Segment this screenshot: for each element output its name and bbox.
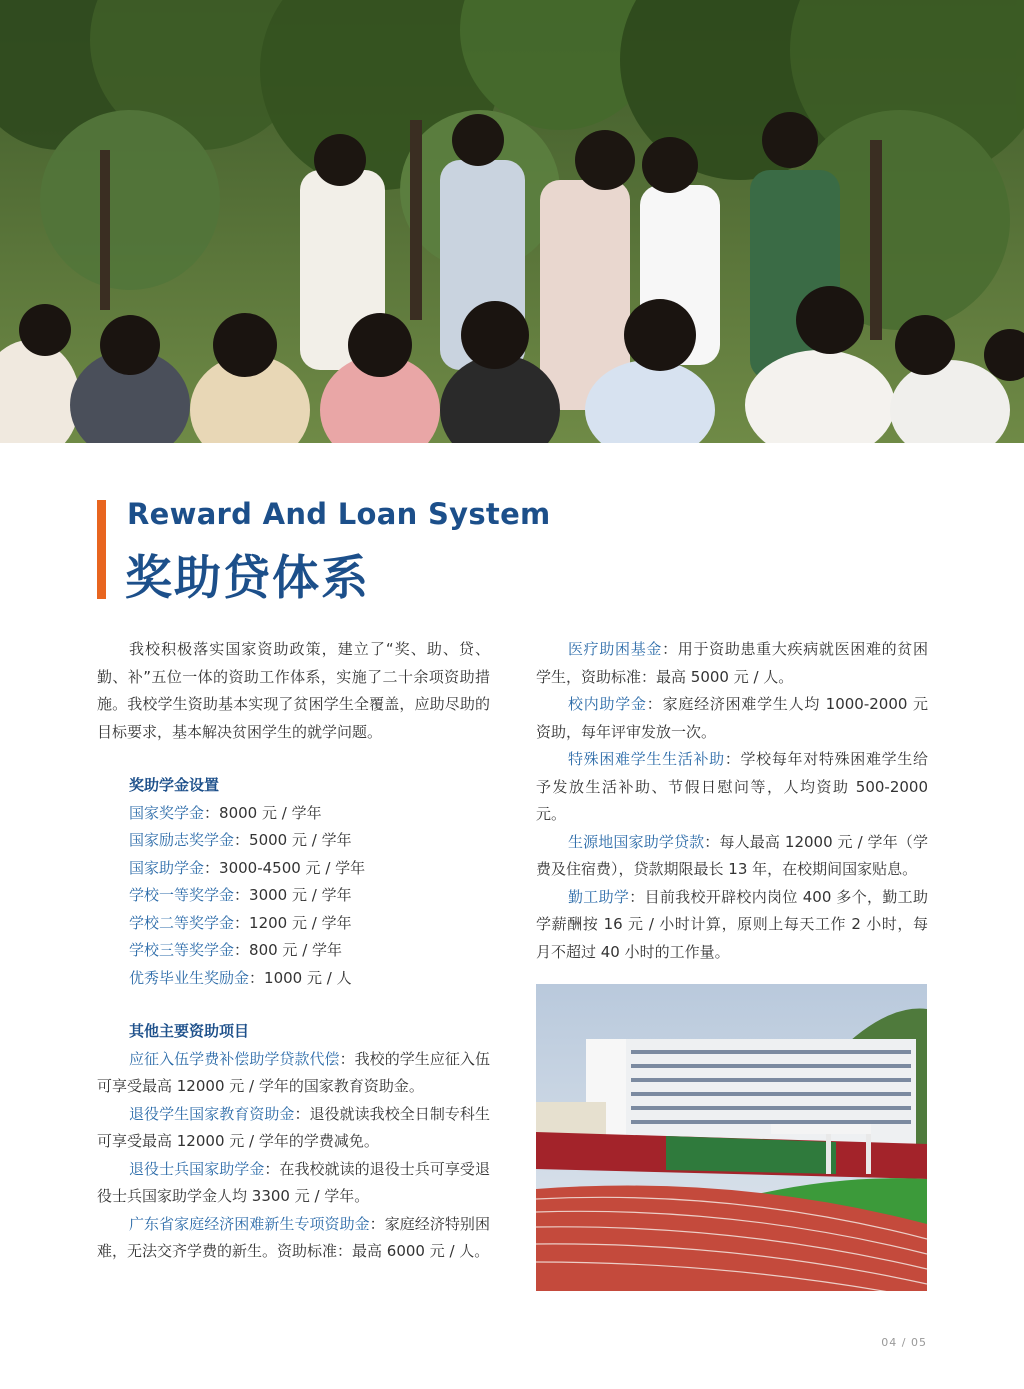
item-name: 国家助学金 [129,858,205,877]
item-value: 3000 元 / 学年 [249,886,352,904]
item-value: 3000-4500 元 / 学年 [219,858,366,877]
aid-desc: 在我校就读的退役士兵可享受退役士兵国家助学金人均 3300 元 / 学年。 [97,1159,490,1205]
aid-name: 勤工助学 [568,887,630,906]
list-item: 国家励志奖学金：5000 元 / 学年 [129,831,352,849]
list-item: 国家奖学金：8000 元 / 学年 [129,803,322,822]
list-item: 学校三等奖学金：800 元 / 学年 [129,941,343,959]
aid-name: 特殊困难学生生活补助 [568,750,725,768]
item-name: 优秀毕业生奖励金 [129,968,250,987]
left-column [97,636,490,1266]
aid-paragraph: 退役士兵国家助学金：在我校就读的退役士兵可享受退役士兵国家助学金人均 3300 元 / 学年。 [97,1159,490,1205]
aid-paragraph: 医疗助困基金：用于资助患重大疾病就医困难的贫困学生，资助标准：最高 5000 元 / 人。 [536,640,928,686]
title-chinese: 奖助贷体系 [125,551,370,606]
aid-name: 校内助学金 [568,695,647,713]
item-name: 学校三等奖学金 [129,941,235,959]
aid-paragraph: 生源地国家助学贷款：每人最高 12000 元 / 学年（学费及住宿费），贷款期限最长 13 年，在校期间国家贴息。 [536,832,928,878]
aid-desc: 学校每年对特殊困难学生给予发放生活补助、节假日慰问等，人均资助 500-2000 元。 [536,750,928,823]
item-value: 5000 元 / 学年 [249,831,352,849]
list-item: 国家助学金：3000-4500 元 / 学年 [129,858,366,877]
campus-photo [536,984,927,1291]
item-value: 1000 元 / 人 [264,968,352,987]
aid-paragraph: 校内助学金：家庭经济困难学生人均 1000-2000 元资助，每年评审发放一次。 [536,695,928,741]
right-column [536,636,928,966]
aid-paragraph: 退役学生国家教育资助金：退役就读我校全日制专科生可享受最高 12000 元 / 学年的学费减免。 [97,1104,490,1150]
title-english: Reward And Loan System [127,497,551,531]
item-name: 国家奖学金 [129,803,205,822]
aid-paragraph: 特殊困难学生生活补助：学校每年对特殊困难学生给予发放生活补助、节假日慰问等，人均资助 500-2000 元。 [536,750,928,823]
aid-paragraph: 勤工助学：目前我校开辟校内岗位 400 多个，勤工助学薪酬按 16 元 / 小时计算，原则上每天工作 2 小时，每月不超过 40 小时的工作量。 [536,887,928,961]
list-item: 优秀毕业生奖励金：1000 元 / 人 [129,968,352,987]
item-value: 8000 元 / 学年 [219,803,322,822]
aid-name: 退役学生国家教育资助金 [129,1104,295,1123]
aid-name: 医疗助困基金 [568,640,663,658]
title-accent-bar [97,500,106,599]
intro-paragraph: 我校积极落实国家资助政策，建立了“奖、助、贷、勤、补”五位一体的资助工作体系，实施了二十余项资助措施。我校学生资助基本实现了贫困学生全覆盖，应助尽助的目标要求，基本解决贫困学生的就学问题。 [97,640,490,741]
aid-desc: 退役就读我校全日制专科生可享受最高 12000 元 / 学年的学费减免。 [97,1104,490,1150]
aid-desc: 家庭经济困难学生人均 1000-2000 元资助，每年评审发放一次。 [536,695,928,741]
list-item: 学校二等奖学金：1200 元 / 学年 [129,913,352,932]
page-number: 04 / 05 [881,1336,927,1349]
aid-desc: 用于资助患重大疾病就医困难的贫困学生，资助标准：最高 5000 元 / 人。 [536,640,928,686]
hero-photo [0,0,1024,443]
aid-name: 广东省家庭经济困难新生专项资助金 [129,1214,370,1233]
list-item: 学校一等奖学金：3000 元 / 学年 [129,886,352,904]
aid-name: 退役士兵国家助学金 [129,1159,265,1178]
item-name: 学校一等奖学金 [129,886,235,904]
aid-desc: 家庭经济特别困难，无法交齐学费的新生。资助标准：最高 6000 元 / 人。 [97,1214,490,1260]
item-value: 800 元 / 学年 [249,941,343,959]
item-value: 1200 元 / 学年 [249,913,352,932]
aid-name: 应征入伍学费补偿助学贷款代偿 [129,1049,340,1068]
scholarship-heading: 奖助学金设置 [129,776,220,794]
aid-desc: 目前我校开辟校内岗位 400 多个，勤工助学薪酬按 16 元 / 小时计算，原则上每天工作 2 小时，每月不超过 40 小时的工作量。 [536,887,928,961]
item-name: 国家励志奖学金 [129,831,235,849]
aid-paragraph: 应征入伍学费补偿助学贷款代偿：我校的学生应征入伍可享受最高 12000 元 / 学年的国家教育资助金。 [97,1049,490,1095]
other-aid-heading: 其他主要资助项目 [129,1022,250,1040]
scholarship-list [97,800,490,993]
aid-desc: 每人最高 12000 元 / 学年（学费及住宿费），贷款期限最长 13 年，在校期间国家贴息。 [536,832,928,878]
item-name: 学校二等奖学金 [129,913,235,932]
aid-name: 生源地国家助学贷款 [568,832,705,851]
aid-paragraph: 广东省家庭经济困难新生专项资助金：家庭经济特别困难，无法交齐学费的新生。资助标准：最高 6000 元 / 人。 [97,1214,490,1260]
aid-desc: 我校的学生应征入伍可享受最高 12000 元 / 学年的国家教育资助金。 [97,1049,490,1095]
